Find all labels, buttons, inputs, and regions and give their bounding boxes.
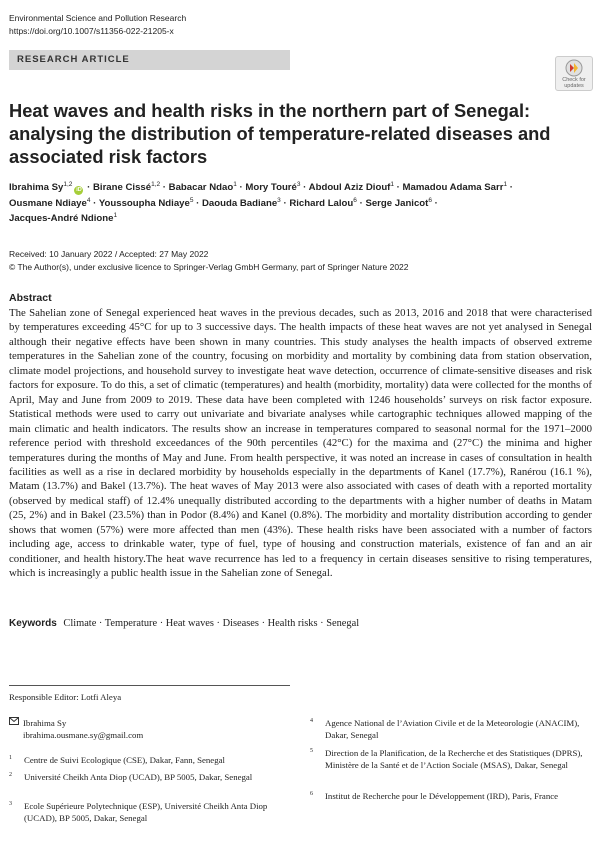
affiliation-5: 5 Direction de la Planification, de la Recherche et des Statistiques (DPRS), Ministère de la Santé et de l’Action Sociale (MSAS), Dakar, Senegal — [310, 748, 583, 770]
copyright-notice: © The Author(s), under exclusive licence to Springer-Verlag GmbH Germany, part of Springer Nature 2022 — [9, 261, 409, 272]
journal-name: Environmental Science and Pollution Research — [9, 13, 187, 23]
author[interactable]: Ousmane Ndiaye$^4$ — [9, 196, 91, 209]
author[interactable]: Abdoul Aziz Diouf$^1$ — [308, 181, 395, 193]
affiliation-3: 3 Ecole Supérieure Polytechnique (ESP), Université Cheikh Anta Diop (UCAD), BP 5005, Dakar, Senegal — [9, 801, 268, 823]
journal-header — [9, 12, 186, 38]
envelope-icon — [9, 717, 19, 725]
affiliation-1: 1 Centre de Suivi Ecologique (CSE), Dakar, Fann, Senegal — [9, 755, 225, 765]
article-title: Heat waves and health risks in the northern part of Senegal: analysing the distribution of temperature-related diseases and associated risk factors — [9, 100, 551, 167]
author[interactable]: Birane Cissé$^{1,2}$ — [92, 181, 161, 193]
footnote-divider — [9, 685, 290, 686]
author[interactable]: Daouda Badiane$^3$ — [201, 196, 281, 209]
author[interactable]: Richard Lalou$^6$ — [289, 196, 357, 209]
check-updates-line1: Check for — [562, 77, 586, 83]
author-list: Ibrahima Sy$^{1,2}$iD · Birane Cissé$^{1,2}$ · Babacar Ndao$^1$ · Mory Touré$^3$ · Abdoul Aziz Diouf$^1$ · Mamadou Adama Sarr$^1$ · Ousmane Ndiaye$^4$ · Youssoupha Ndiaye$^5$ · Daouda Badiane$^3$ · Richard Lalou$^6$ · Serge Janicot$^6$ · Jacques-André Ndione$^1$ — [9, 181, 513, 224]
corresponding-email[interactable]: ibrahima.ousmane.sy@gmail.com — [23, 730, 144, 740]
responsible-editor: Responsible Editor: Lotfi Aleya — [9, 692, 122, 702]
author[interactable]: Youssoupha Ndiaye$^5$ — [98, 196, 194, 209]
abstract-heading: Abstract — [9, 292, 52, 304]
author[interactable]: Ibrahima Sy$^{1,2}$iD — [9, 181, 82, 193]
author[interactable]: Jacques-André Ndione$^1$ — [9, 212, 118, 224]
author[interactable]: Serge Janicot$^6$ — [365, 196, 432, 209]
keywords-line — [9, 618, 359, 629]
corresponding-author — [9, 717, 143, 741]
article-type-banner: RESEARCH ARTICLE — [9, 50, 290, 70]
orcid-icon[interactable]: iD — [76, 187, 82, 193]
received-accepted: Received: 10 January 2022 / Accepted: 27 May 2022 — [9, 249, 209, 259]
keywords-label: Keywords — [9, 618, 57, 629]
author[interactable]: Mory Touré$^3$ — [245, 181, 301, 193]
author[interactable]: Mamadou Adama Sarr$^1$ — [402, 181, 508, 193]
doi-link[interactable]: https://doi.org/10.1007/s11356-022-21205-x — [9, 26, 174, 36]
check-for-updates-badge[interactable] — [555, 56, 593, 91]
affiliation-4: 4 Agence National de l’Aviation Civile et de la Meteorologie (ANACIM), Dakar, Senegal — [310, 718, 580, 740]
affiliation-6: 6 Institut de Recherche pour le Développement (IRD), Paris, France — [310, 791, 559, 801]
keywords-list: Climate · Temperature · Heat waves · Diseases · Health risks · Senegal — [63, 618, 360, 629]
check-updates-line2: updates — [564, 83, 584, 89]
check-updates-icon — [565, 59, 583, 77]
abstract-text: The Sahelian zone of Senegal experienced heat waves in the previous decades, such as 2013, 2016 and 2018 that were characterised by temperatures exceeding 45°C for up to 3 successive days. The health impacts of these heat waves are not yet analysed in Senegal although their negative effects have been shown in many countries. This study analyses the health impacts of observed extreme temperatures in the Sahelian zone of the country, focusing on morbidity and mortality by combining data from station observation, climate model projections, and household survey to investigate heat wave detection, occurrence of climate-sensitive diseases and risk factors for exposure. To do this, a set of climatic (temperatures) and health (morbidity, mortality) data were collected for the months of April, May and June from 2009 to 2019. These data have been completed with 1246 households’ surveys on risk factor exposure. Statistical methods were used to carry out univariate and bivariate analyses while cartographic techniques allowed mapping of the main climatic and health indicators. The results show an increase in temperatures compared to seasonal normal for the 1971–2000 reference period with threshold exceedances of the 90th percentiles (42°C) for the maxima and (27°C) the minima and higher temperatures during the months of May and June. From health perspective, it was noted an increase in cases of consultation in health facilities as well as a rise in declared morbidity by households especially in the departments of Kanel (17.7%), Ranérou (16.1 %), Matam (13.7%) and Bakel (13.7%). The heat waves of May 2013 were also associated with cases of death with a reported mortality (observed by medical staff) of 12.4% unequally distributed according to the departments with a higher number of deaths in Matam (25, 2%) and in Bakel (23.5%) than in Podor (8.4%) and Kanel (0.8%). The morbidity and mortality distribution according to gender shows that women (57%) were more affected than men (43%). These health risks have been associated with a number of factors including age, access to drinkable water, type of fuel, type of housing and construction materials, existence of fan and an air conditioner, and health history.The heat wave recurrence has led to a frequency in certain diseases sensitive to rising temperatures, which is increasingly a public health issue in the Sahelian zone of Senegal. — [9, 307, 592, 580]
affiliation-2: 2 Université Cheikh Anta Diop (UCAD), BP 5005, Dakar, Senegal — [9, 772, 253, 782]
article-dates — [9, 248, 409, 273]
author[interactable]: Babacar Ndao$^1$ — [168, 181, 237, 193]
corresponding-name: Ibrahima Sy — [23, 718, 67, 728]
